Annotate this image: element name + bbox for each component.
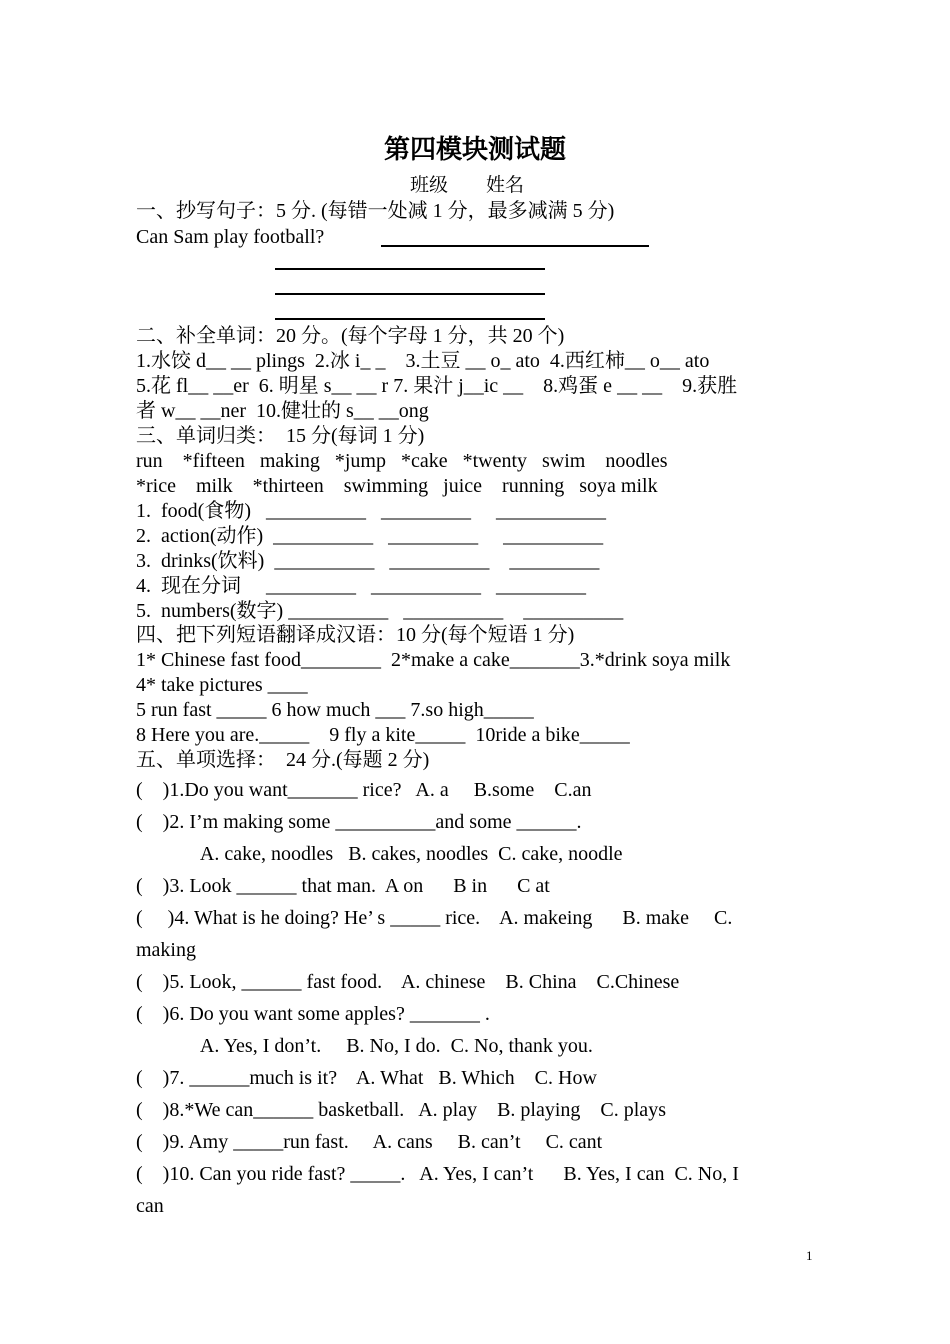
word-bank-line: *rice milk *thirteen swimming juice running soya milk: [136, 475, 658, 497]
copy-blank-line[interactable]: [275, 318, 545, 320]
fill-word-line: 1.水饺 d__ __ plings 2.冰 i_ _ 3.土豆 __ o_ ato 4.西红柿__ o__ ato: [136, 350, 710, 372]
question-line: ( )1.Do you want_______ rice? A. a B.some C.an: [136, 779, 592, 801]
question-continuation: making: [136, 939, 196, 961]
question-line: ( )6. Do you want some apples? _______ .: [136, 1003, 490, 1025]
copy-blank-line[interactable]: [381, 245, 649, 247]
question-continuation: can: [136, 1195, 164, 1217]
section-3-heading: 三、单词归类： 15 分(每词 1 分): [136, 425, 425, 447]
category-line: 5. numbers(数字) __________ __________ __________: [136, 600, 624, 622]
question-line: ( )7. ______much is it? A. What B. Which C. How: [136, 1067, 597, 1089]
copy-blank-line[interactable]: [275, 268, 545, 270]
translation-line: 4* take pictures ____: [136, 674, 308, 696]
copy-sentence: Can Sam play football?: [136, 226, 325, 248]
section-4-heading: 四、把下列短语翻译成汉语：10 分(每个短语 1 分): [136, 624, 575, 646]
fill-word-line: 5.花 fl__ __er 6. 明星 s__ __ r 7. 果汁 j__ic __ 8.鸡蛋 e __ __ 9.获胜: [136, 375, 738, 397]
question-options: A. Yes, I don’t. B. No, I do. C. No, thank you.: [136, 1035, 593, 1057]
page-number: 1: [806, 1248, 813, 1263]
section-1-heading: 一、抄写句子：5 分. (每错一处减 1 分，最多减满 5 分): [136, 200, 615, 222]
translation-line: 1* Chinese fast food________ 2*make a cake_______3.*drink soya milk: [136, 649, 731, 671]
class-name-line: 班级 姓名: [410, 175, 525, 196]
page-title: 第四模块测试题: [383, 135, 566, 165]
category-line: 1. food(食物) __________ _________ ___________: [136, 500, 606, 522]
category-line: 4. 现在分词 _________ ___________ _________: [136, 575, 586, 597]
question-line: ( )10. Can you ride fast? _____. A. Yes, I can’t B. Yes, I can C. No, I: [136, 1163, 739, 1185]
section-2-heading: 二、补全单词：20 分。(每个字母 1 分，共 20 个): [136, 325, 565, 347]
copy-blank-line[interactable]: [275, 293, 545, 295]
category-line: 2. action(动作) __________ _________ __________: [136, 525, 604, 547]
question-options: A. cake, noodles B. cakes, noodles C. cake, noodle: [136, 843, 623, 865]
word-bank-line: run *fifteen making *jump *cake *twenty swim noodles: [136, 450, 668, 472]
question-line: ( )3. Look ______ that man. A on B in C at: [136, 875, 550, 897]
question-line: ( )2. I’m making some __________and some ______.: [136, 811, 582, 833]
question-line: ( )4. What is he doing? He’ s _____ rice. A. makeing B. make C.: [136, 907, 733, 929]
section-5-heading: 五、单项选择： 24 分.(每题 2 分): [136, 749, 430, 771]
question-line: ( )8.*We can______ basketball. A. play B. playing C. plays: [136, 1099, 666, 1121]
translation-line: 8 Here you are._____ 9 fly a kite_____ 10ride a bike_____: [136, 724, 630, 746]
translation-line: 5 run fast _____ 6 how much ___ 7.so high_____: [136, 699, 534, 721]
question-line: ( )9. Amy _____run fast. A. cans B. can’t C. cant: [136, 1131, 603, 1153]
fill-word-line: 者 w__ __ner 10.健壮的 s__ __ong: [136, 400, 429, 422]
category-line: 3. drinks(饮料) __________ __________ _________: [136, 550, 600, 572]
question-line: ( )5. Look, ______ fast food. A. chinese B. China C.Chinese: [136, 971, 680, 993]
